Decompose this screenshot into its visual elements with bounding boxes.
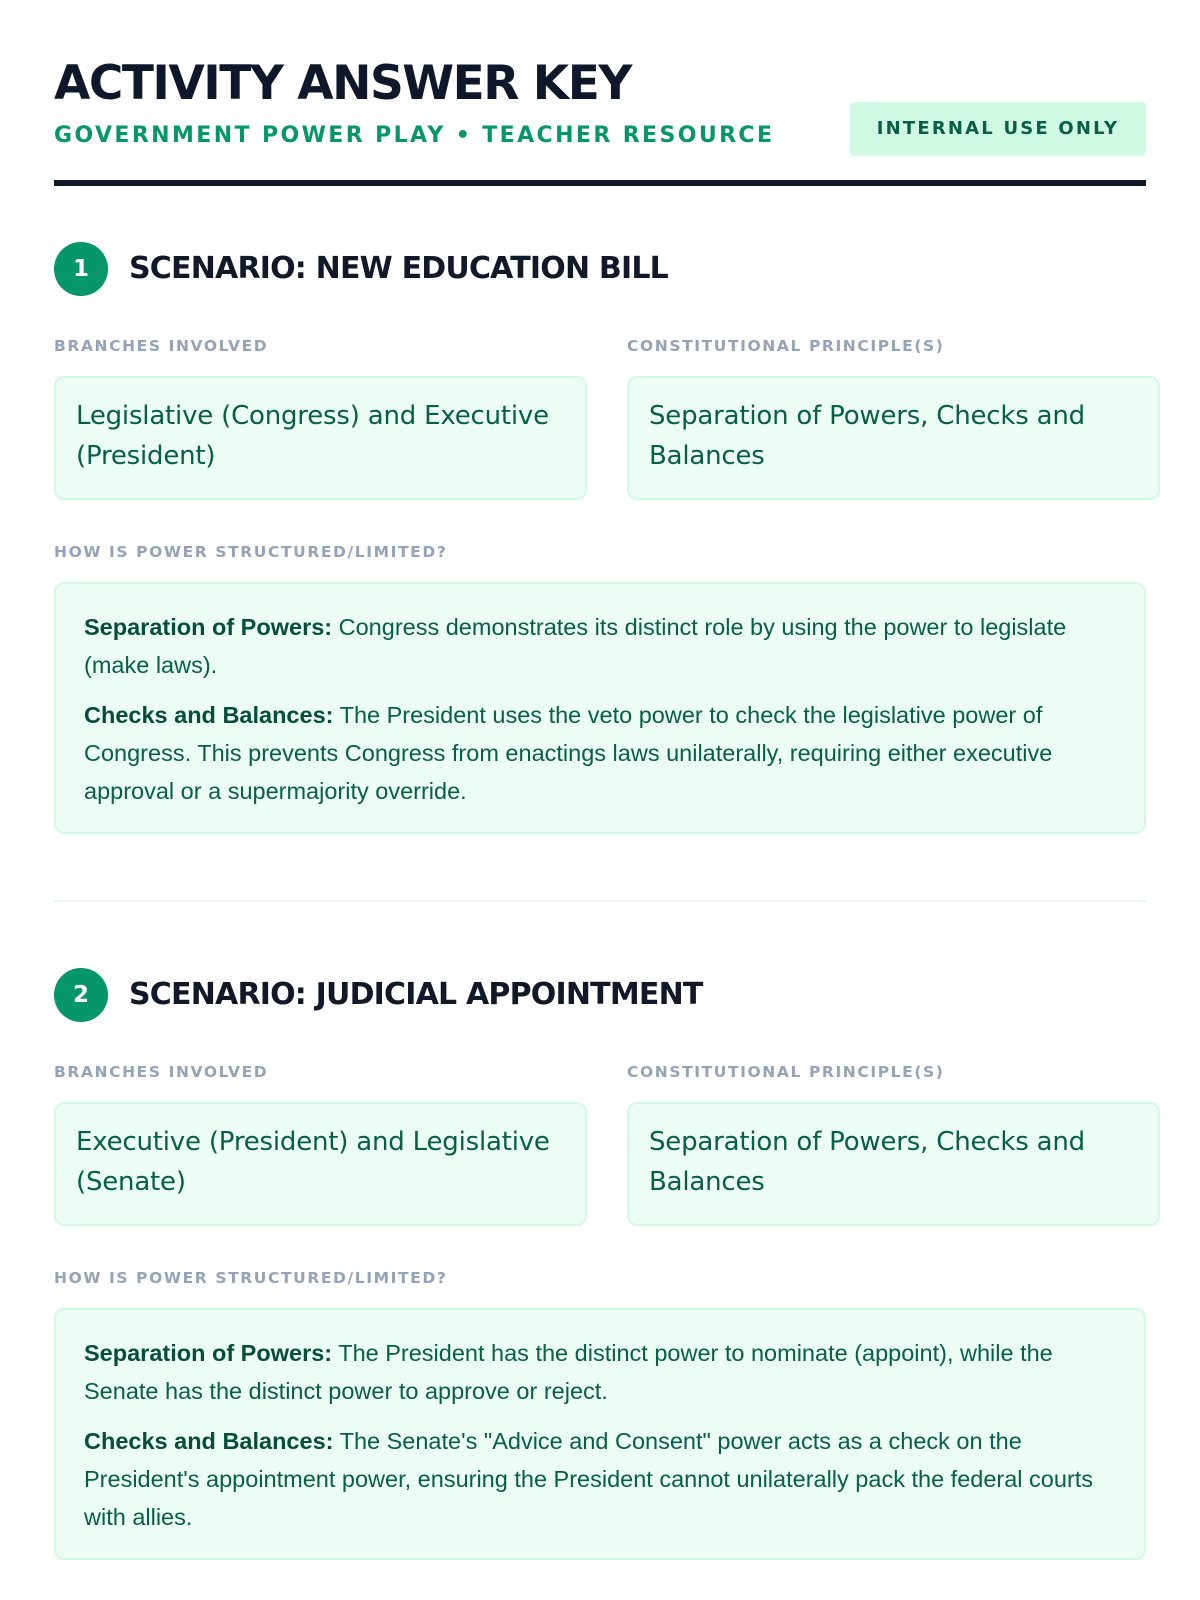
branches-field [54, 1060, 587, 1226]
checks-text: The President uses the veto power to check the legislative power of Congress. This prevents Congress from enactings laws unilaterally, requiring either executive approval or a supermajority override. [84, 702, 1053, 804]
internal-use-badge: INTERNAL USE ONLY [850, 102, 1146, 156]
scenario-number-badge: 2 [54, 968, 108, 1022]
separation-paragraph [84, 608, 1116, 684]
principles-field [627, 1060, 1160, 1226]
separation-text: The President has the distinct power to nominate (appoint), while the Senate has the distinct power to approve or reject. [84, 1340, 1053, 1404]
analysis-label: HOW IS POWER STRUCTURED/LIMITED? [54, 1269, 448, 1287]
separation-label: Separation of Powers: [84, 614, 333, 640]
separation-text: Congress demonstrates its distinct role by using the power to legislate (make laws). [84, 614, 1067, 678]
checks-label: Checks and Balances: [84, 702, 334, 728]
checks-label: Checks and Balances: [84, 1428, 334, 1454]
scenario-heading [54, 968, 1146, 1022]
analysis-label: HOW IS POWER STRUCTURED/LIMITED? [54, 543, 448, 561]
separation-label: Separation of Powers: [84, 1340, 333, 1366]
principles-answer: Separation of Powers, Checks and Balances [627, 376, 1160, 500]
checks-text: The Senate's "Advice and Consent" power acts as a check on the President's appointment power, ensuring the President cannot unilaterally pack the federal courts with allies. [84, 1428, 1094, 1530]
checks-paragraph [84, 696, 1116, 810]
principles-field [627, 334, 1160, 500]
branches-answer: Legislative (Congress) and Executive (President) [54, 376, 587, 500]
separation-paragraph [84, 1334, 1116, 1410]
scenario-fields [54, 1060, 1146, 1226]
analysis-answer [54, 582, 1146, 834]
principles-answer: Separation of Powers, Checks and Balances [627, 1102, 1160, 1226]
principles-label: CONSTITUTIONAL PRINCIPLE(S) [627, 337, 945, 355]
scenario-fields [54, 334, 1146, 500]
branches-label: BRANCHES INVOLVED [54, 1063, 269, 1081]
document-subtitle: GOVERNMENT POWER PLAY • TEACHER RESOURCE [54, 123, 775, 148]
scenario-1 [54, 242, 1146, 834]
scenario-number-badge: 1 [54, 242, 108, 296]
principles-label: CONSTITUTIONAL PRINCIPLE(S) [627, 1063, 945, 1081]
branches-answer: Executive (President) and Legislative (Senate) [54, 1102, 587, 1226]
checks-paragraph [84, 1422, 1116, 1536]
scenario-title: SCENARIO: NEW EDUCATION BILL [129, 251, 668, 286]
document-header [54, 56, 1146, 186]
analysis-answer [54, 1308, 1146, 1560]
section-divider [54, 900, 1146, 902]
document-title: ACTIVITY ANSWER KEY [54, 56, 631, 111]
branches-label: BRANCHES INVOLVED [54, 337, 269, 355]
scenario-title: SCENARIO: JUDICIAL APPOINTMENT [129, 977, 703, 1012]
scenario-heading [54, 242, 1146, 296]
branches-field [54, 334, 587, 500]
scenario-2 [54, 968, 1146, 1560]
